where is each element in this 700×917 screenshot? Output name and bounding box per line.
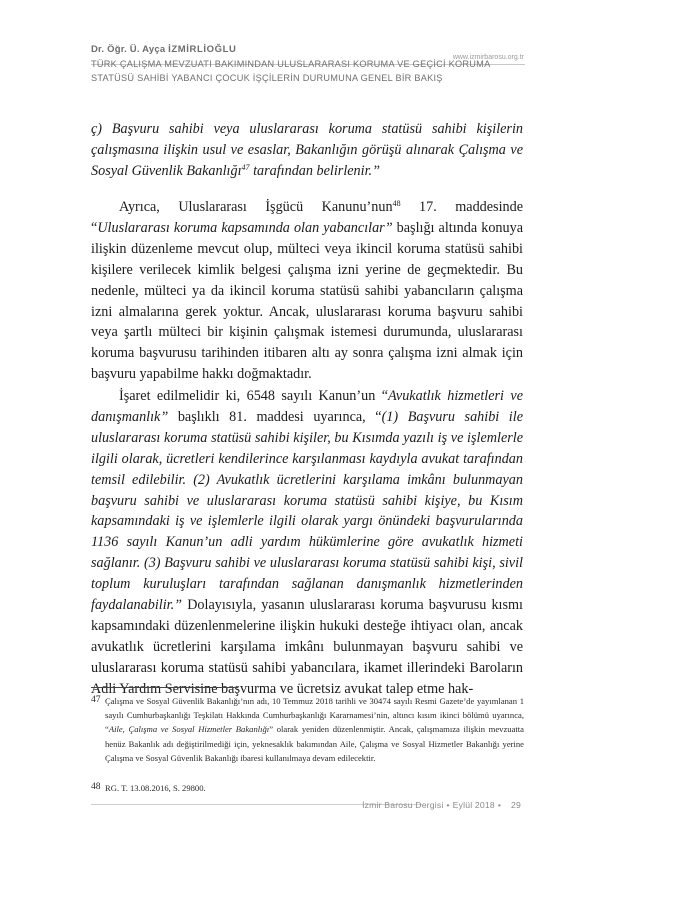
footnote-ref-47: 47 (241, 162, 250, 172)
footnote-number: 48 (91, 781, 101, 792)
header-url: www.izmirbarosu.org.tr (452, 54, 524, 61)
page-footer (362, 800, 521, 810)
paragraph-text: başlığı altında konuya ilişkin düzenleme mevcut olup, mülteci veya ikincil koruma statüsü sahibi kişilere verilecek kimlik belgesi çalışma izni yerine de geçmektedir. Bu nedenle, mülteci ya da ikincil koruma statüsü sahibi yabancıların çalışma izni almalarına gerek yoktur. Ancak, uluslararası koruma başvuru sahibi veya şartlı mülteci bir kişinin çalışmak istemesi durumunda, uluslararası koruma başvurusu tarihinden itibaren altı ay sonra çalışma izni almak için başvuru yapabilme hakkı doğmaktadır. (91, 219, 523, 383)
footnote-text: Çalışma ve Sosyal Güvenlik Bakanlığı’nın adı, 10 Temmuz 2018 tarihli ve 30474 sayılı Resmi Gazete’de yayımlanan 1 sayılı Cumhurbaşkanlığı Teşkilatı Hakkında Cumhurbaşkanlığı Kararnamesi’nin, altıncı kısım ikinci bölümü uyarınca, “ (105, 696, 524, 735)
journal-name: İzmir Barosu Dergisi (362, 800, 444, 810)
quoted-clause (91, 119, 523, 182)
italic-quote: Avukatlık hizmetleri ve danışmanlık” (91, 388, 523, 425)
quote-text-end: tarafından belirlenir.” (249, 162, 380, 179)
issue-date: Eylül 2018 (452, 800, 495, 810)
paragraph-text: başlıklı 81. maddesi uyarınca, “ (168, 408, 382, 425)
paragraph-text: Ayrıca, Uluslararası İşgücü Kanunu’nun (119, 199, 393, 215)
author-name: Dr. Öğr. Ü. Ayça (91, 44, 169, 55)
footnote-divider (91, 687, 238, 688)
footnote-48 (91, 781, 524, 795)
footnote-text: ” olarak yeniden düzenlenmiştir. Ancak, çalışmamıza ilişkin mevzuatta henüz Bakanlık adı değiştirilmediği için, yeknesaklık bakımından Aile, Çalışma ve Sosyal Hizmetler Bakanlığı yerine Çalışma ve Sosyal Güvenlik Bakanlığı ibaresi kullanılmaya devam edilecektir. (105, 724, 524, 763)
page-number: 29 (511, 800, 521, 810)
footnote-italic: Aile, Çalışma ve Sosyal Hizmetler Bakanlığı (108, 724, 270, 735)
italic-quote: Uluslararası koruma kapsamında olan yabancılar” (97, 219, 393, 236)
paragraph-text: İşaret edilmelidir ki, 6548 sayılı Kanun’un “ (119, 388, 389, 404)
paragraph-2 (91, 386, 523, 700)
paragraph-1 (91, 197, 523, 385)
running-head-title: TÜRK ÇALIŞMA MEVZUATI BAKIMINDAN ULUSLARARASI KORUMA VE GEÇİCİ KORUMA STATÜSÜ SAHİBİ YABANCI ÇOCUK İŞÇİLERİN DURUMUNA GENEL BİR BAKIŞ (91, 59, 490, 83)
footnote-47 (91, 694, 524, 765)
footnote-number: 47 (91, 694, 101, 705)
paragraph-text: 17. maddesinde “ (91, 199, 524, 236)
footnote-ref-48: 48 (392, 199, 401, 208)
separator: • (446, 800, 450, 810)
separator: • (497, 800, 502, 810)
running-head-author (91, 44, 237, 55)
quote-text: ç) Başvuru sahibi veya uluslararası koruma statüsü sahibi kişilerin çalışmasına ilişkin usul ve esaslar, Bakanlığın görüşü alınarak Çalışma ve Sosyal Güvenlik Bakanlığı (91, 121, 523, 179)
author-surname: İZMİRLİOĞLU (168, 44, 237, 55)
italic-law-quote: (1) Başvuru sahibi ile uluslararası koruma statüsü sahibi kişiler, bu Kısımda yazılı iş ve işlemlerle ilgili olarak, ücretleri kendilerince karşılanması kaydıyla avukat tarafından temsil edilebilir. (2) Avukatlık ücretlerini karşılama imkânı bulunmayan başvuru sahibi ve uluslararası koruma statüsü sahibi kişiye, bu Kısım kapsamındaki iş ve işlemlerle ilgili olarak yargı önündeki başvurularında 1136 sayılı Kanun’un adli yardım hükümlerine göre avukatlık hizmeti sağlanır. (3) Başvuru sahibi ve uluslararası koruma statüsü sahibi kişi, sivil toplum kuruluşları tarafından sağlanan danışmanlık hizmetlerinden faydalanabilir.” (91, 408, 523, 614)
footnote-text: RG. T. 13.08.2016, S. 29800. (105, 783, 206, 793)
paragraph-text: Dolayısıyla, yasanın uluslararası koruma başvurusu kısmı kapsamındaki düzenlenmelerine ilişkin hukuki desteğe ihtiyacı olan, ancak avukatlık ücretlerini karşılama imkânı bulunmayan başvuru sahibi ve uluslararası koruma statüsü sahibi yabancılara, ikamet illerindeki Baroların Adli Yardım Servisine başvurma ve ücretsiz avukat talep etme hak- (91, 597, 523, 697)
